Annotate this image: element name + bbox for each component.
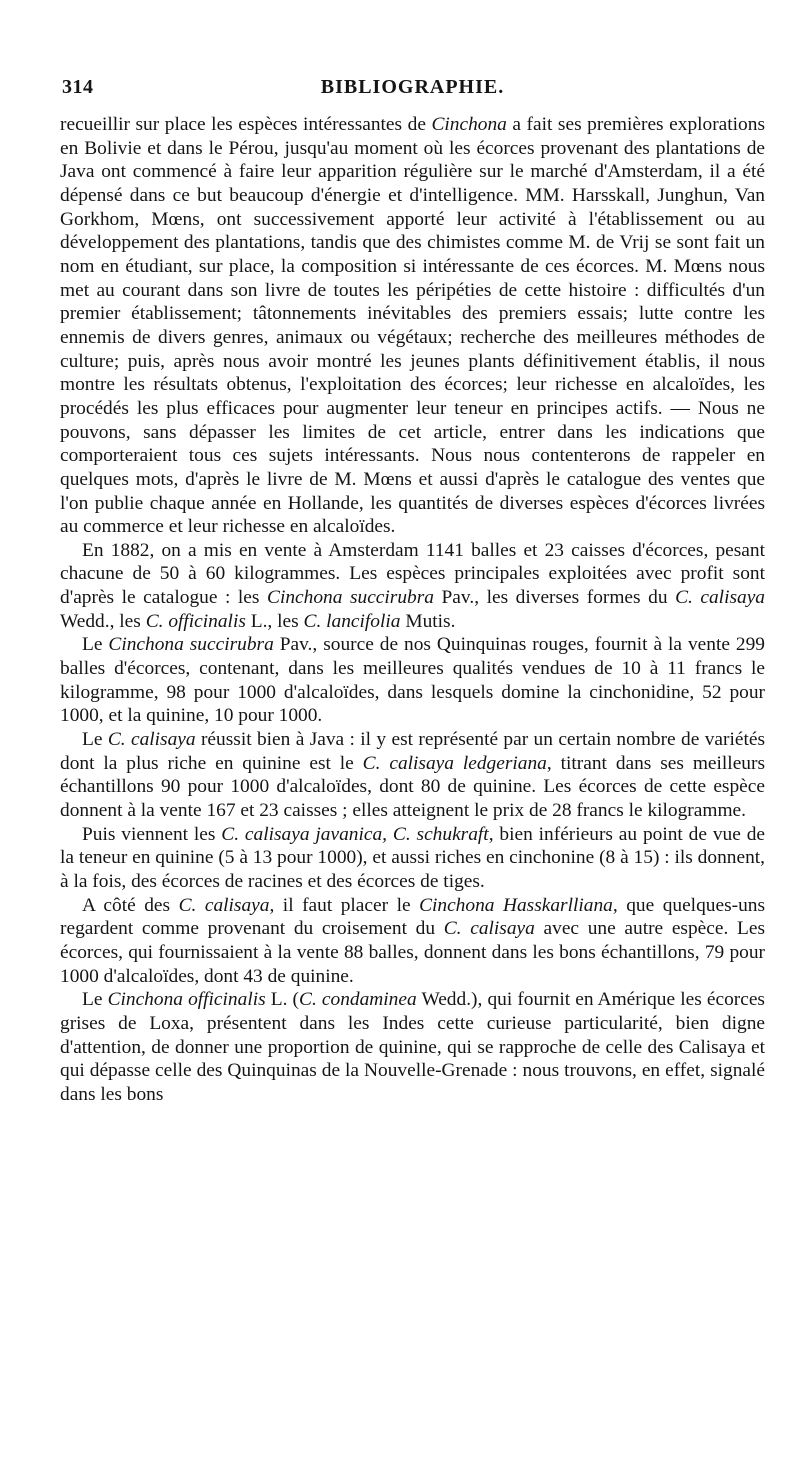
italic-term: C. calisaya [443,918,535,940]
running-title: BIBLIOGRAPHIE. [320,76,505,98]
italic-term: Cinchona [431,114,507,135]
italic-term: Cinchona officinalis [107,989,266,1011]
book-page [60,0,765,1469]
paragraph [60,823,765,894]
text-run: Wedd., les [60,610,146,632]
text-run: Le [82,729,108,751]
text-run: a fait ses premières explorations en Bolivie et dans le Pérou, jusqu'au moment où les écorces provenant des plantations de Java ont commencé à faire leur apparition régulière sur le marché d'Amsterdam, il a été dépensé dans ce but beaucoup d'énergie et d'intelligence. MM. Harsskall, Junghun, Van Gorkhom, Mœns, ont successivement apporté leur activité à l'établissement ou au développement des plantations, tandis que des chimistes comme M. de Vrij se sont fait un nom en étudiant, sur place, la composition si intéressante de ces écorces. M. Mœns nous met au courant dans son livre de toutes les péripéties de cette histoire : difficultés d'un premier établissement; tâtonnements inévitables des premiers essais; lutte contre les ennemis de divers genres, animaux ou végétaux; recherche des meilleures méthodes de culture; puis, après nous avoir montré les jeunes plants définitivement établis, il nous montre les résultats obtenus, l'exploitation des écorces; leur richesse en alcaloïdes, les procédés les plus efficaces pour augmenter leur teneur en principes actifs. — Nous ne pouvons, sans dépasser les limites de cet article, entrer dans les indications que comporteraient tous ces sujets intéressants. Nous nous contenterons de rappeler en quelques mots, d'après le livre de M. Mœns et aussi d'après le catalogue des ventes que l'on publie chaque année en Hollande, les quantités de diverses espèces d'écorces livrées au commerce et leur richesse en alcaloïdes. [60,114,765,538]
paragraph [60,113,765,539]
text-run: Mutis. [400,610,456,632]
paragraph [60,894,765,989]
text-run: Le [82,989,108,1011]
italic-term: C. calisaya ledgeriana [362,752,547,774]
text-run: Le [82,634,109,656]
text-run: Pav., source de nos Quinquinas rouges, fournit à la vente 299 balles d'écorces, contenant, dans les meilleures qualités vendues de 10 à 11 francs le kilogramme, 98 pour 1000 d'alcaloïdes, dans lesquels domine la cinchonidine, 52 pour 1000, et la quinine, 10 pour 1000. [60,634,765,727]
italic-term: Cinchona Hasskarlliana [419,894,613,916]
text-run: A côté des [82,894,179,916]
paragraph [60,633,765,728]
body-text [60,113,765,1107]
text-run: Wedd.), qui fournit en Amérique les écorces grises de Loxa, présentent dans les Indes cette curieuse particularité, bien digne d'attention, de donner une proportion de quinine, qui se rapproche de celle des Calisaya et qui dépasse celle des Quinquinas de la Nouvelle-Grenade : nous trouvons, en effet, signalé dans les bons [60,989,765,1105]
text-run: Puis viennent les [82,823,222,845]
text-run: En 1882, on a mis en vente à Amsterdam 1141 balles et 23 caisses d'écorces, pesant chacune de 50 à 60 kilogrammes. Les espèces principales exploitées avec profit sont d'après le catalogue : les [60,539,765,609]
paragraph [60,728,765,823]
italic-term: Cinchona succirubra [108,634,274,656]
text-run: réussit bien à Java : il y est représenté par un certain nombre de variétés dont la plus riche en quinine est le [60,729,765,774]
text-run: , titrant dans ses meilleurs échantillons 90 pour 1000 d'alcaloïdes, dont 80 de quinine. Les écorces de cette espèce donnent à la vente 167 et 23 caisses ; elles atteignent le prix de 28 francs le kilogramme. [60,752,765,822]
italic-term: Cinchona succirubra [267,587,434,609]
text-run: L., les [245,610,304,632]
italic-term: C. calisaya [178,894,270,916]
text-run: Pav., les diverses formes du [433,587,676,609]
paragraph [60,988,765,1106]
italic-term: C. officinalis [145,610,246,632]
italic-term: C. calisaya javanica, C. schukraft [221,823,489,845]
text-run: recueillir sur place les espèces intéressantes de [60,114,432,135]
running-head [60,76,765,100]
italic-term: C. calisaya [107,729,196,751]
italic-term: C. condaminea [299,989,417,1011]
text-run: L. ( [265,989,300,1011]
italic-term: C. calisaya [675,587,766,609]
italic-term: C. lancifolia [303,610,401,632]
paragraph [60,539,765,634]
text-run: avec une autre espèce. Les écorces, qui fournissaient à la vente 88 balles, donnent dans les bons échantillons, 79 pour 1000 d'alcaloïdes, dont 43 de quinine. [60,918,766,987]
text-run: , bien inférieurs au point de vue de la teneur en quinine (5 à 13 pour 1000), et aussi riches en cinchonine (8 à 15) : ils donnent, à la fois, des écorces de racines et des écorces de tiges. [60,823,765,892]
text-run: , il faut placer le [269,894,420,916]
page-number: 314 [62,76,94,98]
text-run: , que quelques-uns regardent comme provenant du croisement du [60,894,766,940]
